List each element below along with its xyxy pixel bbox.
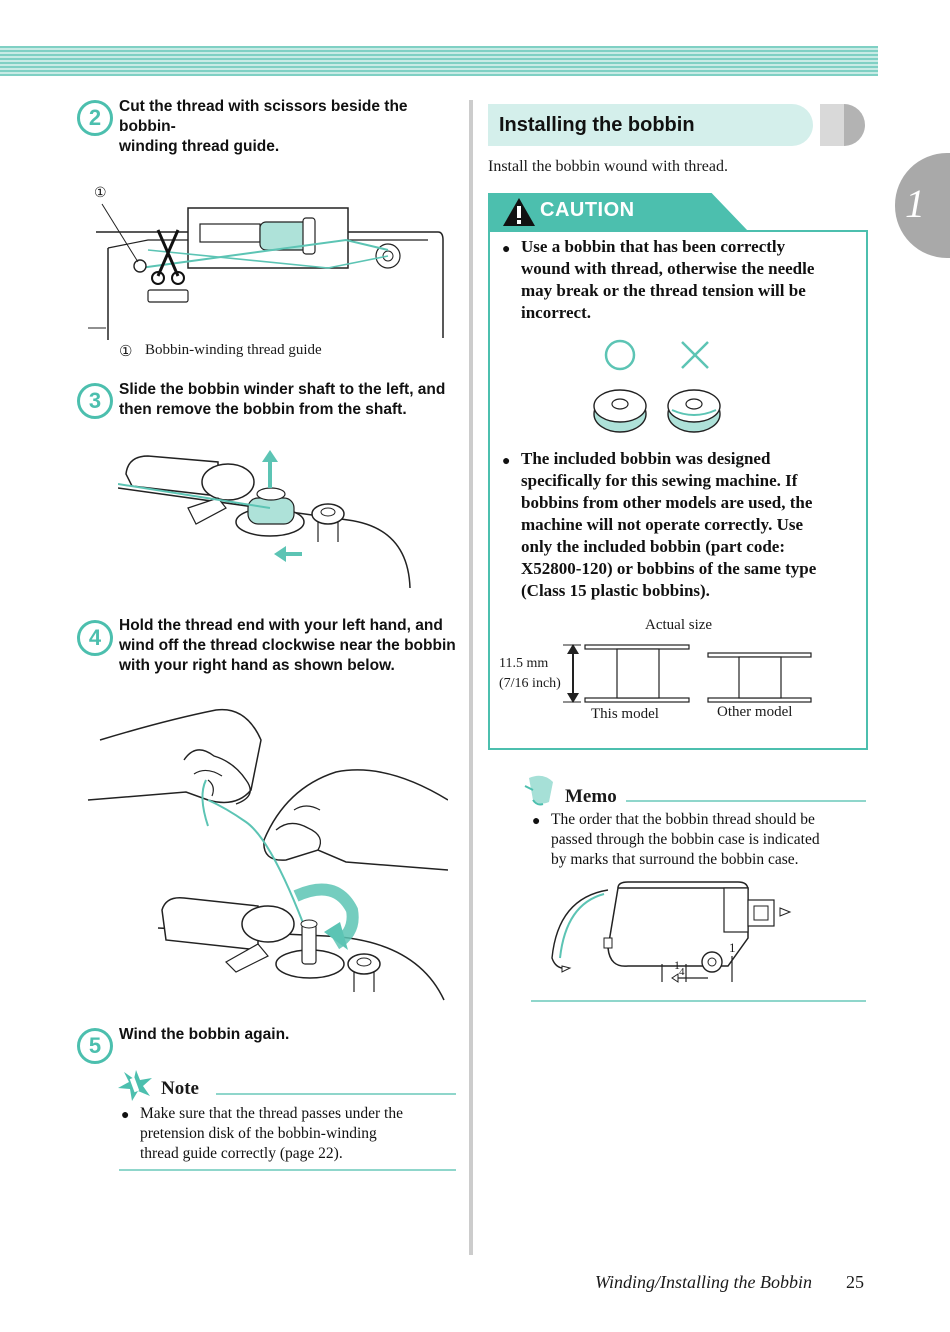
caution-bullet-2: ● — [502, 452, 511, 468]
caution-bullet-1: ● — [502, 240, 511, 256]
memo-line-1: The order that the bobbin thread should be — [551, 811, 815, 828]
caution-2-line-6: X52800-120) or bobbins of the same type — [521, 559, 817, 578]
other-model-label: Other model — [717, 704, 793, 720]
memo-title: Memo — [565, 786, 617, 807]
memo-bottom-rule — [531, 1000, 866, 1002]
dimension-inch: (7/16 inch) — [499, 676, 561, 691]
correct-mark-icon — [606, 341, 634, 369]
note-text — [140, 1104, 460, 1164]
bobbin-case-illustration — [548, 878, 798, 988]
memo-text — [551, 810, 871, 870]
caution-text-1 — [521, 236, 866, 324]
memo-bullet: ● — [532, 812, 541, 828]
step-3-line-2: then remove the bobbin from the shaft. — [119, 401, 407, 418]
caution-2-line-7: (Class 15 plastic bobbins). — [521, 581, 710, 600]
figure-caption: Bobbin-winding thread guide — [145, 342, 322, 358]
section-header-tab-dark — [844, 104, 865, 146]
footer-title: Winding/Installing the Bobbin — [595, 1272, 812, 1292]
note-title: Note — [161, 1078, 199, 1099]
caution-label: CAUTION — [540, 199, 635, 221]
column-divider — [469, 100, 473, 1255]
this-model-label: This model — [591, 706, 659, 722]
caution-text-2 — [521, 448, 866, 602]
step-4-line-3: with your right hand as shown below. — [119, 657, 395, 674]
note-line-2: pretension disk of the bobbin-winding — [140, 1125, 377, 1142]
step-number-2: 2 — [77, 100, 113, 136]
step-3-line-1: Slide the bobbin winder shaft to the left, and — [119, 381, 446, 398]
caution-1-line-2: wound with thread, otherwise the needle — [521, 259, 815, 278]
caution-2-line-3: bobbins from other models are used, the — [521, 493, 813, 512]
bobbin-size-diagram — [563, 640, 818, 708]
memo-icon — [523, 772, 559, 808]
bobbin-comparison-illustration — [588, 338, 728, 438]
section-title: Installing the bobbin — [499, 114, 695, 136]
figure-caption-number: ① — [119, 344, 133, 360]
caution-1-line-3: may break or the thread tension will be — [521, 281, 806, 300]
memo-mark-fraction-bottom: 4 — [679, 966, 685, 978]
remove-bobbin-illustration — [118, 448, 418, 590]
caution-2-line-5: only the included bobbin (part code: — [521, 537, 786, 556]
step-2-text — [119, 97, 464, 157]
step-2-line-2: winding thread guide. — [119, 138, 280, 155]
caution-2-line-1: The included bobbin was designed — [521, 449, 771, 468]
warning-icon — [502, 197, 536, 227]
memo-mark-fraction-top: 1 — [674, 958, 680, 972]
note-line-1: Make sure that the thread passes under the — [140, 1105, 403, 1122]
chapter-number: 1 — [905, 181, 925, 226]
caution-2-line-2: specifically for this sewing machine. If — [521, 471, 798, 490]
step-2-line-1: Cut the thread with scissors beside the bobbin- — [119, 98, 408, 135]
note-bottom-rule — [119, 1169, 456, 1171]
page-number: 25 — [846, 1272, 864, 1292]
step-4-line-2: wind off the thread clockwise near the bobbin — [119, 637, 456, 654]
figure-callout-1: ① — [94, 184, 107, 200]
step-4-text — [119, 616, 464, 676]
caution-2-line-4: machine will not operate correctly. Use — [521, 515, 804, 534]
note-top-rule — [216, 1093, 456, 1095]
memo-top-rule — [626, 800, 866, 802]
hands-winding-illustration — [86, 700, 448, 1012]
bobbin-winding-illustration — [88, 180, 453, 340]
section-intro: Install the bobbin wound with thread. — [488, 158, 728, 175]
header-bar — [0, 46, 878, 76]
actual-size-label: Actual size — [645, 617, 713, 633]
memo-line-3: by marks that surround the bobbin case. — [551, 851, 799, 868]
note-icon — [116, 1068, 154, 1102]
memo-mark-1: 1 — [729, 940, 736, 955]
step-number-5: 5 — [77, 1028, 113, 1064]
note-line-3: thread guide correctly (page 22). — [140, 1145, 343, 1162]
caution-1-line-1: Use a bobbin that has been correctly — [521, 237, 786, 256]
caution-1-line-4: incorrect. — [521, 303, 592, 322]
memo-line-2: passed through the bobbin case is indicated — [551, 831, 820, 848]
step-number-4: 4 — [77, 620, 113, 656]
dimension-mm: 11.5 mm — [499, 656, 549, 671]
step-number-3: 3 — [77, 383, 113, 419]
step-4-line-1: Hold the thread end with your left hand, and — [119, 617, 443, 634]
note-bullet: ● — [121, 1106, 130, 1122]
step-5-text: Wind the bobbin again. — [119, 1026, 290, 1043]
step-3-text — [119, 380, 464, 420]
